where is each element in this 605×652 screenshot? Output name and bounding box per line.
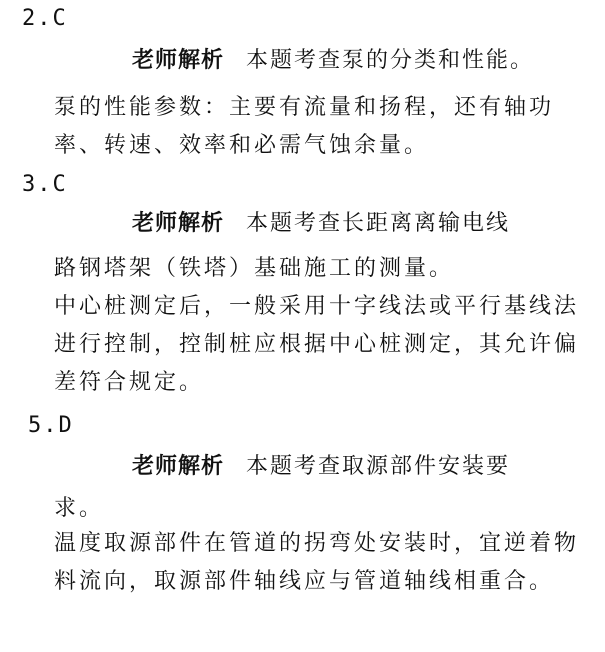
teacher-analysis-label: 老师解析: [132, 48, 225, 73]
question-number: 3.C: [22, 172, 68, 197]
explanation-topic: 本题考查取源部件安装要: [246, 454, 511, 479]
explanation-topic: 本题考查长距离离输电线: [246, 211, 511, 236]
explanation-paragraph: 中心桩测定后，一般采用十字线法或平行基线法进行控制，控制桩应根据中心桩测定，其允许偏差符合规定。: [54, 294, 580, 395]
explanation-paragraph: 求。: [54, 496, 105, 521]
explanation-paragraph: 泵的性能参数：主要有流量和扬程，还有轴功率、转速、效率和必需气蚀余量。: [54, 95, 555, 158]
explanation-paragraph: 路钢塔架（铁塔）基础施工的测量。: [54, 256, 455, 281]
teacher-analysis-label: 老师解析: [132, 454, 225, 479]
teacher-analysis-label: 老师解析: [132, 211, 225, 236]
explanation-heading: [132, 46, 534, 76]
explanation-paragraph: 温度取源部件在管道的拐弯处安装时，宜逆着物料流向，取源部件轴线应与管道轴线相重合。: [54, 531, 580, 594]
explanation-heading: [132, 452, 510, 482]
question-number: 5.D: [28, 413, 74, 438]
question-number: 2.C: [22, 6, 68, 31]
explanation-heading: [132, 209, 510, 239]
explanation-topic: 本题考查泵的分类和性能。: [246, 48, 535, 73]
